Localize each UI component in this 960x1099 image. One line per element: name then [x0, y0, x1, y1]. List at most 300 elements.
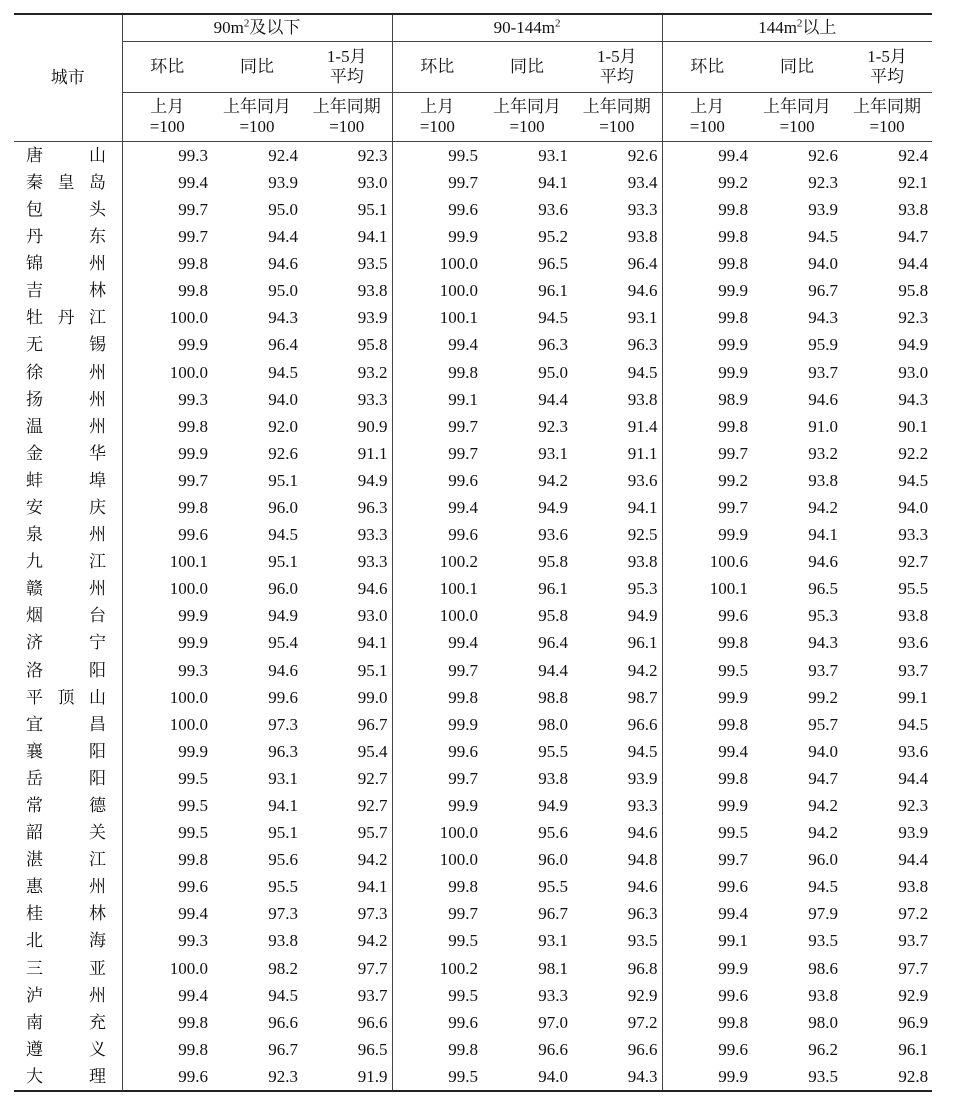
value-cell: 99.7 — [448, 443, 479, 463]
value-cell: 99.4 — [718, 741, 749, 761]
value-cell: 94.5 — [572, 359, 662, 386]
value-cell: 94.3 — [808, 633, 839, 653]
value-cell: 99.1 — [718, 931, 749, 951]
value-cell: 96.7 — [538, 904, 569, 924]
value-cell: 90.1 — [898, 416, 929, 436]
value-cell: 94.1 — [268, 796, 298, 816]
value-cell: 95.1 — [268, 823, 298, 843]
value-cell: 100.0 — [169, 714, 208, 734]
value-cell: 99.6 — [178, 525, 208, 545]
value-cell: 93.1 — [538, 443, 569, 463]
city-name: 济 宁 — [26, 633, 106, 653]
value-cell: 94.1 — [302, 223, 392, 250]
value-cell: 94.5 — [268, 362, 298, 382]
city-name: 扬 州 — [26, 389, 106, 409]
value-cell: 93.8 — [898, 877, 929, 897]
value-cell: 100.0 — [169, 958, 208, 978]
city-name: 烟 台 — [26, 606, 106, 626]
value-cell: 99.9 — [178, 443, 208, 463]
value-cell: 92.6 — [808, 145, 839, 165]
value-cell: 95.0 — [268, 199, 298, 219]
value-cell: 96.4 — [268, 335, 298, 355]
table-row — [14, 603, 932, 630]
city-name: 桂 林 — [26, 904, 106, 924]
value-cell: 99.4 — [718, 145, 749, 165]
city-name: 吉 林 — [26, 281, 106, 301]
value-cell: 99.1 — [448, 389, 479, 409]
value-cell: 95.7 — [302, 819, 392, 846]
value-cell: 97.7 — [302, 955, 392, 982]
value-cell: 94.5 — [808, 877, 839, 897]
value-cell: 100.1 — [709, 579, 749, 599]
value-cell: 95.8 — [538, 552, 569, 572]
value-cell: 91.1 — [572, 440, 662, 467]
city-name: 平 顶 山 — [26, 687, 106, 707]
value-cell: 94.1 — [302, 630, 392, 657]
value-cell: 99.8 — [178, 281, 208, 301]
table-row — [14, 657, 932, 684]
city-cell — [14, 467, 122, 494]
value-cell: 92.5 — [572, 521, 662, 548]
value-cell: 93.1 — [538, 145, 569, 165]
value-cell: 98.1 — [538, 958, 569, 978]
value-cell: 93.0 — [302, 169, 392, 196]
value-cell: 94.2 — [538, 470, 569, 490]
value-cell: 96.6 — [538, 1039, 569, 1059]
value-cell: 95.5 — [898, 579, 929, 599]
city-name: 丹 东 — [26, 227, 106, 247]
value-cell: 94.0 — [482, 1063, 572, 1091]
value-cell: 99.9 — [718, 362, 749, 382]
city-name: 韶 关 — [26, 823, 106, 843]
value-cell: 99.6 — [448, 1012, 479, 1032]
value-cell: 94.1 — [808, 525, 839, 545]
table-header — [14, 14, 932, 142]
city-name: 锦 州 — [26, 254, 106, 274]
city-cell — [14, 1036, 122, 1063]
city-name: 洛 阳 — [26, 660, 106, 680]
city-cell — [14, 223, 122, 250]
value-cell: 95.1 — [268, 470, 298, 490]
value-cell: 94.4 — [538, 389, 569, 409]
value-cell: 93.7 — [808, 660, 839, 680]
value-cell: 99.2 — [718, 172, 749, 192]
city-cell — [14, 413, 122, 440]
value-cell: 99.4 — [448, 335, 479, 355]
value-cell: 99.5 — [178, 768, 208, 788]
value-cell: 94.2 — [302, 846, 392, 873]
value-cell: 93.3 — [898, 525, 929, 545]
value-cell: 92.9 — [572, 982, 662, 1009]
city-cell — [14, 711, 122, 738]
value-cell: 99.7 — [178, 227, 208, 247]
value-cell: 96.8 — [572, 955, 662, 982]
city-cell — [14, 982, 122, 1009]
value-cell: 94.3 — [572, 1063, 662, 1091]
value-cell: 96.7 — [268, 1039, 298, 1059]
value-cell: 94.5 — [268, 525, 298, 545]
value-cell: 99.9 — [448, 227, 479, 247]
table-row — [14, 630, 932, 657]
value-cell: 99.5 — [718, 660, 749, 680]
value-cell: 92.3 — [212, 1063, 302, 1091]
city-name: 襄 阳 — [26, 741, 106, 761]
value-cell: 99.5 — [392, 1063, 482, 1091]
value-cell: 94.1 — [302, 874, 392, 901]
value-cell: 100.0 — [439, 606, 479, 626]
value-cell: 96.2 — [808, 1039, 839, 1059]
value-cell: 94.7 — [898, 227, 929, 247]
value-cell: 94.5 — [808, 227, 839, 247]
value-cell: 97.9 — [808, 904, 839, 924]
value-cell: 99.3 — [178, 389, 208, 409]
value-cell: 92.9 — [898, 985, 929, 1005]
value-cell: 97.2 — [898, 904, 929, 924]
value-cell: 96.1 — [898, 1039, 929, 1059]
value-cell: 92.7 — [898, 552, 929, 572]
city-cell — [14, 196, 122, 223]
value-cell: 94.1 — [538, 172, 569, 192]
value-cell: 100.0 — [169, 579, 208, 599]
value-cell: 93.0 — [302, 603, 392, 630]
value-cell: 98.0 — [538, 714, 569, 734]
value-cell: 94.6 — [268, 660, 298, 680]
value-cell: 99.4 — [178, 172, 208, 192]
value-cell: 94.5 — [898, 470, 929, 490]
value-cell: 94.0 — [808, 254, 839, 274]
value-cell: 99.5 — [178, 823, 208, 843]
city-name: 牡 丹 江 — [26, 308, 106, 328]
value-cell: 93.7 — [898, 931, 929, 951]
value-cell: 100.2 — [439, 552, 479, 572]
value-cell: 93.8 — [572, 223, 662, 250]
value-cell: 94.9 — [302, 467, 392, 494]
value-cell: 100.0 — [169, 362, 208, 382]
value-cell: 92.6 — [572, 142, 662, 170]
value-cell: 96.4 — [538, 633, 569, 653]
city-cell — [14, 901, 122, 928]
value-cell: 96.4 — [572, 250, 662, 277]
value-cell: 96.7 — [808, 281, 839, 301]
table-row — [14, 413, 932, 440]
value-cell: 99.7 — [448, 768, 479, 788]
value-cell: 99.8 — [178, 497, 208, 517]
value-cell: 99.4 — [178, 985, 208, 1005]
value-cell: 96.6 — [302, 1009, 392, 1036]
value-cell: 96.0 — [538, 850, 569, 870]
value-cell: 99.4 — [448, 497, 479, 517]
city-name: 蚌 埠 — [26, 470, 106, 490]
value-cell: 93.5 — [572, 928, 662, 955]
table-row — [14, 1036, 932, 1063]
city-name: 三 亚 — [26, 958, 106, 978]
value-cell: 99.9 — [718, 281, 749, 301]
value-cell: 99.7 — [178, 199, 208, 219]
table-row — [14, 548, 932, 575]
value-cell: 90.9 — [302, 413, 392, 440]
value-cell: 99.3 — [178, 931, 208, 951]
value-cell: 99.4 — [448, 633, 479, 653]
value-cell: 92.8 — [842, 1063, 932, 1091]
city-name: 泉 州 — [26, 525, 106, 545]
value-cell: 94.2 — [808, 497, 839, 517]
value-cell: 99.7 — [448, 172, 479, 192]
value-cell: 93.9 — [898, 823, 929, 843]
value-cell: 99.9 — [718, 687, 749, 707]
value-cell: 93.8 — [572, 548, 662, 575]
value-cell: 95.3 — [808, 606, 839, 626]
value-cell: 99.8 — [718, 633, 749, 653]
value-cell: 99.8 — [718, 254, 749, 274]
city-name: 唐 山 — [26, 145, 106, 165]
table-row — [14, 765, 932, 792]
table-row — [14, 277, 932, 304]
table-row — [14, 874, 932, 901]
value-cell: 94.5 — [538, 308, 569, 328]
value-cell: 95.0 — [538, 362, 569, 382]
group-header-small: $90m^2$及以下 — [122, 14, 392, 42]
value-cell: 94.6 — [302, 576, 392, 603]
value-cell: 99.6 — [718, 1039, 749, 1059]
value-cell: 93.1 — [572, 305, 662, 332]
sub-header: 同比 — [212, 42, 302, 93]
city-cell — [14, 305, 122, 332]
city-cell — [14, 928, 122, 955]
value-cell: 99.6 — [448, 470, 479, 490]
value-cell: 93.8 — [538, 768, 569, 788]
value-cell: 99.9 — [178, 633, 208, 653]
value-cell: 100.0 — [169, 687, 208, 707]
table-row — [14, 223, 932, 250]
value-cell: 99.9 — [178, 606, 208, 626]
value-cell: 99.9 — [178, 335, 208, 355]
city-cell — [14, 576, 122, 603]
city-cell — [14, 657, 122, 684]
value-cell: 91.9 — [302, 1063, 392, 1091]
value-cell: 93.3 — [538, 985, 569, 1005]
value-cell: 99.8 — [718, 768, 749, 788]
base-header: 上年同期 =100 — [302, 93, 392, 142]
city-name: 无 锡 — [26, 335, 106, 355]
table-row — [14, 440, 932, 467]
city-name: 惠 州 — [26, 877, 106, 897]
value-cell: 93.2 — [302, 359, 392, 386]
housing-price-index-table — [14, 13, 932, 1092]
table-row — [14, 386, 932, 413]
value-cell: 93.3 — [302, 521, 392, 548]
value-cell: 94.9 — [538, 796, 569, 816]
value-cell: 99.8 — [448, 1039, 479, 1059]
group-header-medium: $90-144m^2$ — [392, 14, 662, 42]
value-cell: 99.8 — [448, 877, 479, 897]
value-cell: 93.6 — [538, 199, 569, 219]
city-name: 九 江 — [26, 552, 106, 572]
value-cell: 95.5 — [538, 877, 569, 897]
value-cell: 99.9 — [448, 796, 479, 816]
value-cell: 95.3 — [572, 576, 662, 603]
value-cell: 99.8 — [178, 254, 208, 274]
city-name: 金 华 — [26, 443, 106, 463]
city-cell — [14, 955, 122, 982]
value-cell: 99.6 — [448, 741, 479, 761]
city-cell — [14, 738, 122, 765]
value-cell: 93.9 — [808, 199, 839, 219]
city-cell — [14, 874, 122, 901]
value-cell: 99.3 — [178, 145, 208, 165]
city-cell — [14, 846, 122, 873]
value-cell: 99.7 — [718, 850, 749, 870]
value-cell: 96.5 — [808, 579, 839, 599]
value-cell: 100.2 — [439, 958, 479, 978]
value-cell: 98.8 — [538, 687, 569, 707]
city-cell — [14, 684, 122, 711]
value-cell: 95.1 — [302, 657, 392, 684]
value-cell: 100.0 — [439, 254, 479, 274]
value-cell: 93.8 — [268, 931, 298, 951]
value-cell: 94.5 — [572, 738, 662, 765]
table-row — [14, 1063, 932, 1091]
table-row — [14, 901, 932, 928]
value-cell: 92.3 — [538, 416, 569, 436]
value-cell: 94.6 — [268, 254, 298, 274]
value-cell: 92.7 — [302, 765, 392, 792]
table-row — [14, 169, 932, 196]
city-cell — [14, 819, 122, 846]
value-cell: 93.2 — [808, 443, 839, 463]
value-cell: 96.6 — [572, 1036, 662, 1063]
value-cell: 94.2 — [572, 657, 662, 684]
city-cell — [14, 1063, 122, 1091]
value-cell: 99.2 — [808, 687, 839, 707]
value-cell: 97.3 — [268, 714, 298, 734]
value-cell: 96.3 — [538, 335, 569, 355]
value-cell: 99.5 — [448, 145, 479, 165]
value-cell: 96.1 — [538, 579, 569, 599]
group-header-large: $144m^2$以上 — [662, 14, 932, 42]
value-cell: 99.4 — [718, 904, 749, 924]
base-header: 上月 =100 — [122, 93, 212, 142]
value-cell: 99.7 — [718, 497, 749, 517]
value-cell: 94.0 — [268, 389, 298, 409]
value-cell: 93.8 — [302, 277, 392, 304]
value-cell: 96.3 — [302, 494, 392, 521]
value-cell: 95.7 — [808, 714, 839, 734]
city-cell — [14, 1009, 122, 1036]
value-cell: 94.3 — [268, 308, 298, 328]
value-cell: 93.3 — [302, 548, 392, 575]
value-cell: 96.6 — [572, 711, 662, 738]
value-cell: 95.5 — [538, 741, 569, 761]
value-cell: 99.6 — [178, 877, 208, 897]
value-cell: 99.1 — [898, 687, 929, 707]
value-cell: 94.7 — [808, 768, 839, 788]
city-name: 常 德 — [26, 796, 106, 816]
city-cell — [14, 603, 122, 630]
value-cell: 98.0 — [808, 1012, 839, 1032]
base-header: 上年同月 =100 — [212, 93, 302, 142]
value-cell: 99.9 — [718, 796, 749, 816]
value-cell: 99.7 — [178, 470, 208, 490]
base-header: 上月 =100 — [662, 93, 752, 142]
value-cell: 94.9 — [572, 603, 662, 630]
value-cell: 93.7 — [302, 982, 392, 1009]
value-cell: 92.6 — [268, 443, 298, 463]
value-cell: 93.3 — [302, 386, 392, 413]
value-cell: 94.9 — [898, 335, 929, 355]
value-cell: 93.3 — [572, 792, 662, 819]
value-cell: 93.0 — [898, 362, 929, 382]
value-cell: 99.9 — [178, 741, 208, 761]
value-cell: 96.1 — [572, 630, 662, 657]
value-cell: 94.3 — [808, 308, 839, 328]
value-cell: 94.4 — [898, 768, 929, 788]
value-cell: 93.9 — [302, 305, 392, 332]
value-cell: 97.7 — [898, 958, 929, 978]
value-cell: 99.6 — [268, 687, 298, 707]
table-body — [14, 142, 932, 1092]
value-cell: 99.9 — [718, 335, 749, 355]
value-cell: 100.0 — [439, 850, 479, 870]
value-cell: 93.8 — [808, 985, 839, 1005]
sub-header: 环比 — [662, 42, 752, 93]
value-cell: 99.8 — [718, 714, 749, 734]
table-row — [14, 1009, 932, 1036]
base-header: 上年同月 =100 — [752, 93, 842, 142]
value-cell: 92.1 — [898, 172, 929, 192]
value-cell: 95.4 — [268, 633, 298, 653]
value-cell: 93.8 — [808, 470, 839, 490]
value-cell: 93.1 — [538, 931, 569, 951]
value-cell: 99.9 — [448, 714, 479, 734]
value-cell: 99.8 — [718, 227, 749, 247]
value-cell: 99.8 — [448, 687, 479, 707]
value-cell: 100.0 — [439, 823, 479, 843]
value-cell: 96.5 — [302, 1036, 392, 1063]
table-row — [14, 955, 932, 982]
city-cell — [14, 792, 122, 819]
value-cell: 96.3 — [268, 741, 298, 761]
city-name: 温 州 — [26, 416, 106, 436]
value-cell: 95.8 — [898, 281, 929, 301]
value-cell: 94.8 — [572, 846, 662, 873]
value-cell: 99.0 — [302, 684, 392, 711]
table-row — [14, 250, 932, 277]
value-cell: 99.8 — [178, 416, 208, 436]
value-cell: 100.0 — [169, 308, 208, 328]
value-cell: 95.1 — [302, 196, 392, 223]
sub-header: 同比 — [752, 42, 842, 93]
value-cell: 92.3 — [898, 796, 929, 816]
sub-header: 1-5月 平均 — [302, 42, 392, 93]
value-cell: 95.8 — [538, 606, 569, 626]
value-cell: 92.3 — [808, 172, 839, 192]
value-cell: 99.6 — [718, 985, 749, 1005]
city-cell — [14, 548, 122, 575]
table-row — [14, 196, 932, 223]
city-name: 湛 江 — [26, 850, 106, 870]
value-cell: 99.5 — [448, 985, 479, 1005]
value-cell: 93.1 — [268, 768, 298, 788]
value-cell: 99.7 — [718, 443, 749, 463]
value-cell: 99.9 — [662, 1063, 752, 1091]
value-cell: 99.8 — [718, 308, 749, 328]
table-row — [14, 684, 932, 711]
sub-header: 1-5月 平均 — [572, 42, 662, 93]
value-cell: 99.6 — [718, 606, 749, 626]
value-cell: 98.6 — [808, 958, 839, 978]
table-row — [14, 982, 932, 1009]
value-cell: 95.5 — [268, 877, 298, 897]
